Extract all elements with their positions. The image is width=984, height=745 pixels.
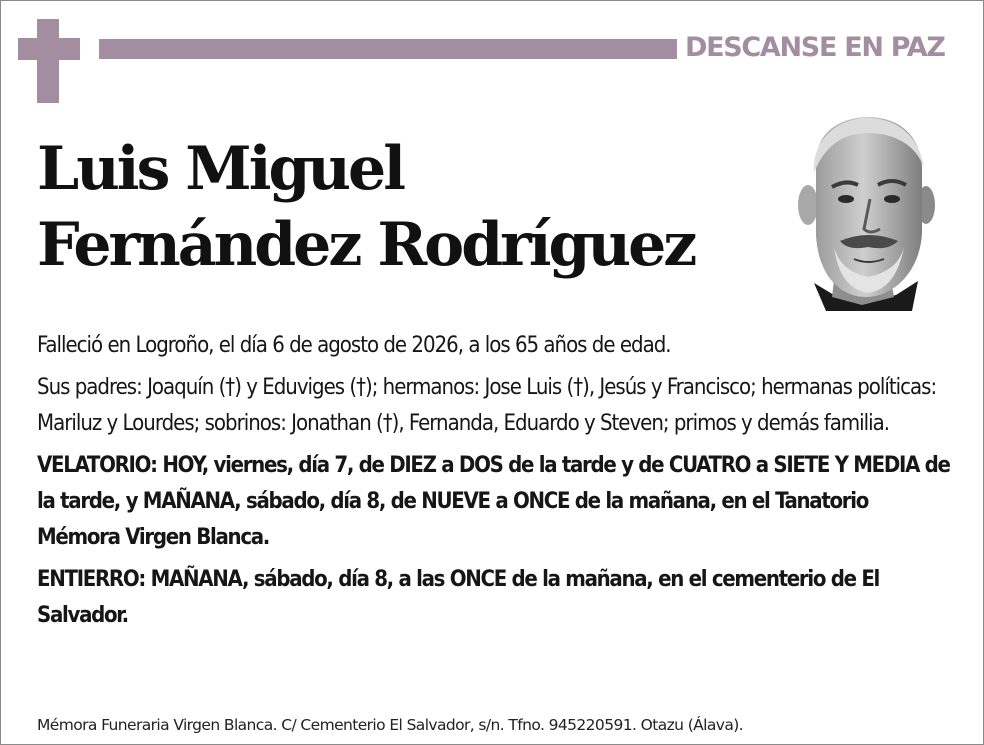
wake-details: VELATORIO: HOY, viernes, día 7, de DIEZ a DOS de la tarde y de CUATRO a SIETE Y MEDIA de la tarde, y MAÑANA, sábado, día 8, de NUEVE a ONCE de la mañana, en el Tanatorio Mémora Virgen Blanca.: [37, 453, 950, 550]
header-bar: [99, 39, 677, 59]
cross-icon: [37, 19, 59, 103]
notice-body: [37, 328, 952, 640]
death-notice: Falleció en Logroño, el día 6 de agosto de 2026, a los 65 años de edad.: [37, 333, 671, 358]
deceased-name-line1: Luis Miguel: [37, 134, 404, 204]
funeral-home-footer: Mémora Funeraria Virgen Blanca. C/ Cementerio El Salvador, s/n. Tfno. 945220591. Otazu (Álava).: [37, 716, 743, 734]
cross-icon-arm: [18, 38, 80, 60]
header-label: DESCANSE EN PAZ: [685, 32, 945, 63]
family-list: Sus padres: Joaquín (†) y Eduviges (†); hermanos: Jose Luis (†), Jesús y Francisco; hermanas políticas: Mariluz y Lourdes; sobrinos: Jonathan (†), Fernanda, Eduardo y Steven; primos y demás familia.: [37, 375, 937, 436]
deceased-name-line2: Fernández Rodríguez: [37, 210, 695, 280]
burial-details: ENTIERRO: MAÑANA, sábado, día 8, a las ONCE de la mañana, en el cementerio de El Salvador.: [37, 567, 880, 628]
portrait-photo: [784, 113, 940, 311]
deceased-name: [37, 131, 694, 283]
